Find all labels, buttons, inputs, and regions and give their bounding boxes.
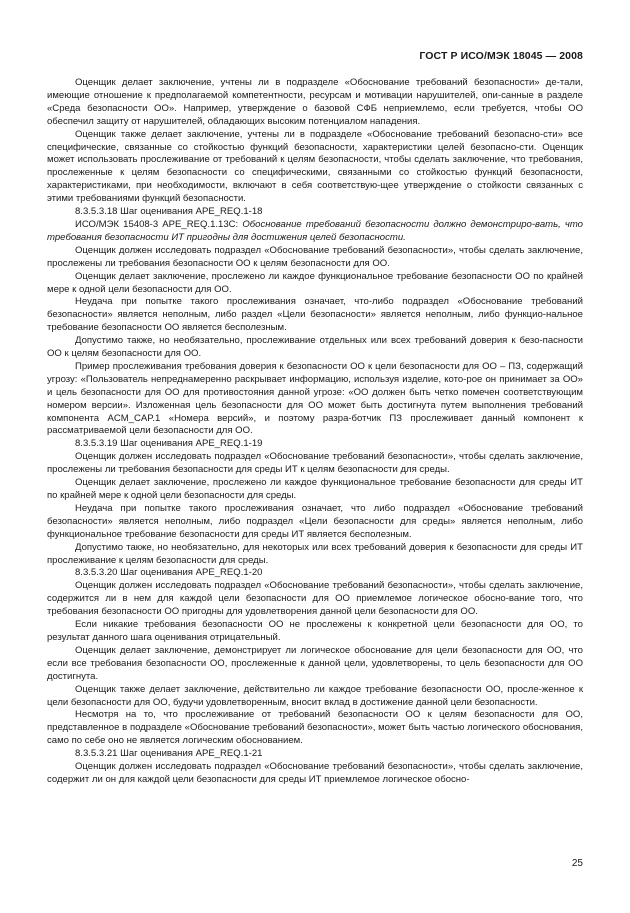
iso-requirement-text: Обоснование требований безопасности должно демонстриро-вать, что требования безопасности ИТ пригодны для достижения целей безопасности. [47,218,583,243]
paragraph: Оценщик должен исследовать подраздел «Обоснование требований безопасности», чтобы сделать заключение, содержится ли в нем для каждой цели безопасности для ОО приемлемое логическое обосно-вание того, что требования безопасности ОО пригодны для удовлетворения данной цели безопасности для ОО. [47,580,583,618]
page-number: 25 [571,858,583,869]
paragraph: Пример прослеживания требования доверия к безопасности ОО к цели безопасности для ОО – ПЗ, содержащий угрозу: «Пользователь непреднамеренно раскрывает информацию, используя изделие, кото-рое он принимает за ОО» и цель безопасности для ОО для противостояния данной угрозе: «ОО должен быть четко помечен соответствующим номером версии». Изложенная цель безопасности для ОО может быть достигнута путем выполнения требований компонента ACM_CAP.1 «Номера версий», и поэтому разра-ботчик ПЗ прослеживает данный компонент к рассматриваемой цели безопасности для ОО. [47,360,583,437]
paragraph: Оценщик должен исследовать подраздел «Обоснование требований безопасности», чтобы сделать заключение, прослежены ли требования безопасности для среды ИТ к целям безопасности для среды. [47,451,583,476]
iso-requirement-note [47,219,583,245]
paragraph: Допустимо также, но необязательно, прослеживание отдельных или всех требований доверия к безо-пасности ОО к целям безопасности для ОО. [47,335,583,360]
paragraph: Неудача при попытке такого прослеживания означает, что либо подраздел «Обоснование требований безопасности» является неполным, либо подраздел «Цели безопасности для среды» является неполным, либо функциональное требование безопасности для среды ИТ является бесполезным. [47,502,583,540]
iso-reference: ИСО/МЭК 15408-3 APE_REQ.1.13C: [75,218,243,230]
paragraph: Оценщик также делает заключение, учтены ли в подразделе «Обоснование требований безопасно-сти» все специфические, связанные со стойкостью функций безопасности, характеристики целей безопасно-сти. Оценщик может использовать прослеживание от требований к целям безопасности, чтобы сделать заключение, что требования, прослеженные к целям безопасности со специфическими, связанными со стойкостью функций безопасности, характеристиками, при необходимости, включают в себя соответствую-щее утверждение о стойкости связанных с этими требованиями функций безопасности. [47,128,583,205]
section-heading: 8.3.5.3.19 Шаг оценивания APE_REQ.1-19 [75,438,263,450]
paragraph: Оценщик делает заключение, прослежено ли каждое функциональное требование безопасности для среды ИТ по крайней мере к одной цели безопасности для среды. [47,477,583,501]
paragraph: Неудача при попытке такого прослеживания означает, что-либо подраздел «Обоснование требований безопасности» является неполным, либо раздел «Цели безопасности» является неполным, либо функцио-нальное требование безопасности ОО является бесполезным. [47,296,583,334]
section-heading: 8.3.5.3.18 Шаг оценивания APE_REQ.1-18 [75,206,263,218]
paragraph: Допустимо также, но необязательно, для некоторых или всех требований доверия к безопасности для среды ИТ прослеживание к целям безопасности для среды. [47,541,583,566]
paragraph: Оценщик делает заключение, демонстрирует ли логическое обоснование для цели безопасности для ОО, что если все требования безопасности ОО, прослеженные к данной цели, удовлетворены, то цель безопасности для ОО достигнута. [47,644,583,682]
section-heading: 8.3.5.3.20 Шаг оценивания APE_REQ.1-20 [75,567,263,579]
document-header: ГОСТ Р ИСО/МЭК 18045 — 2008 [419,50,583,62]
paragraph: Оценщик должен исследовать подраздел «Обоснование требований безопасности», чтобы сделать заключение, прослежены ли требования безопасности ОО к целям безопасности для ОО. [47,244,583,269]
paragraph: Оценщик делает заключение, учтены ли в подразделе «Обоснование требований безопасности» де-тали, имеющие отношение к предполагаемой компетентности, ресурсам и мотивации нарушителей, опи-санные в разделе «Среда безопасности ОО». Например, утверждение о базовой СФБ неприемлемо, если требуется, чтобы ОО обеспечил защиту от нарушителей, обладающих высоким потенциалом нападения. [47,77,583,127]
paragraph: Оценщик делает заключение, прослежено ли каждое функциональное требование безопасности ОО по крайней мере к одной цели безопасности для ОО. [47,270,583,295]
document-body [47,77,583,787]
paragraph: Если никакие требования безопасности ОО не прослежены к конкретной цели безопасности для ОО, то результат данного шага оценивания отрицательный. [47,619,583,643]
paragraph: Несмотря на то, что прослеживание от требований безопасности ОО к целям безопасности для ОО, представленное в подразделе «Обоснование требований безопасности», может быть частью логического обоснования, само по себе оно не является логическим обоснованием. [47,709,583,747]
paragraph: Оценщик должен исследовать подраздел «Обоснование требований безопасности», чтобы сделать заключение, содержит ли он для каждой цели безопасности для среды ИТ приемлемое логическое обосно- [47,761,583,785]
paragraph: Оценщик также делает заключение, действительно ли каждое требование безопасности ОО, просле-женное к цели безопасности для ОО, будучи удовлетворенным, вносит вклад в достижение данной цели безопасности. [47,683,583,708]
section-heading: 8.3.5.3.21 Шаг оценивания APE_REQ.1-21 [75,748,263,760]
